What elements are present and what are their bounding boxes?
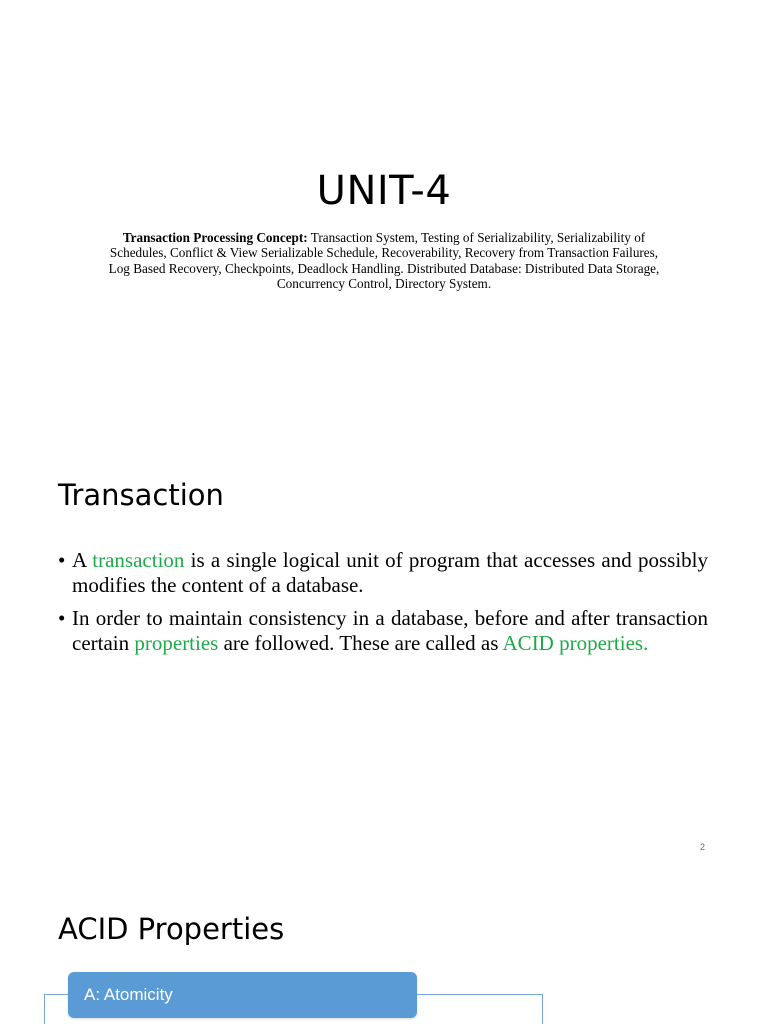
slide-unit-4 xyxy=(0,0,768,432)
bullet-dot: • xyxy=(58,548,66,572)
slide-heading: ACID Properties xyxy=(58,912,285,946)
unit-title: UNIT-4 xyxy=(316,168,452,214)
bullet-dot: • xyxy=(58,606,66,630)
topics-list: Transaction System, Testing of Serializability, Serializability of Schedules, Conflict & View Serializable Schedule, Recoverability, Recovery from Transaction Failures, Log Based Recovery, Checkpoints, Deadlock Handling. Distributed Database: Distributed Data Storage, Concurrency Control, Directory System. xyxy=(108,230,660,292)
page-number: 2 xyxy=(700,842,706,852)
topics-label: Transaction Processing Concept: xyxy=(122,230,308,245)
atomicity-tab: A: Atomicity xyxy=(68,972,417,1018)
highlight-properties: properties xyxy=(134,631,219,655)
slide-acid-properties xyxy=(0,864,768,1024)
bullet-item xyxy=(58,548,708,598)
bullet-text-pre: A xyxy=(72,548,93,572)
bullet-text-pre: In order to maintain consistency in a database, before and after transaction certain xyxy=(72,606,708,655)
slide-heading: Transaction xyxy=(58,478,224,512)
bullet-text-mid: are followed. These are called as xyxy=(218,631,503,655)
unit-topics xyxy=(98,230,670,292)
bullet-item xyxy=(58,606,708,656)
highlight-transaction: transaction xyxy=(92,548,185,572)
slide-transaction xyxy=(0,432,768,864)
bullet-list xyxy=(58,548,708,664)
bullet-text-post: is a single logical unit of program that accesses and possibly modifies the content of a database. xyxy=(72,548,708,597)
highlight-acid: ACID properties. xyxy=(502,631,649,655)
